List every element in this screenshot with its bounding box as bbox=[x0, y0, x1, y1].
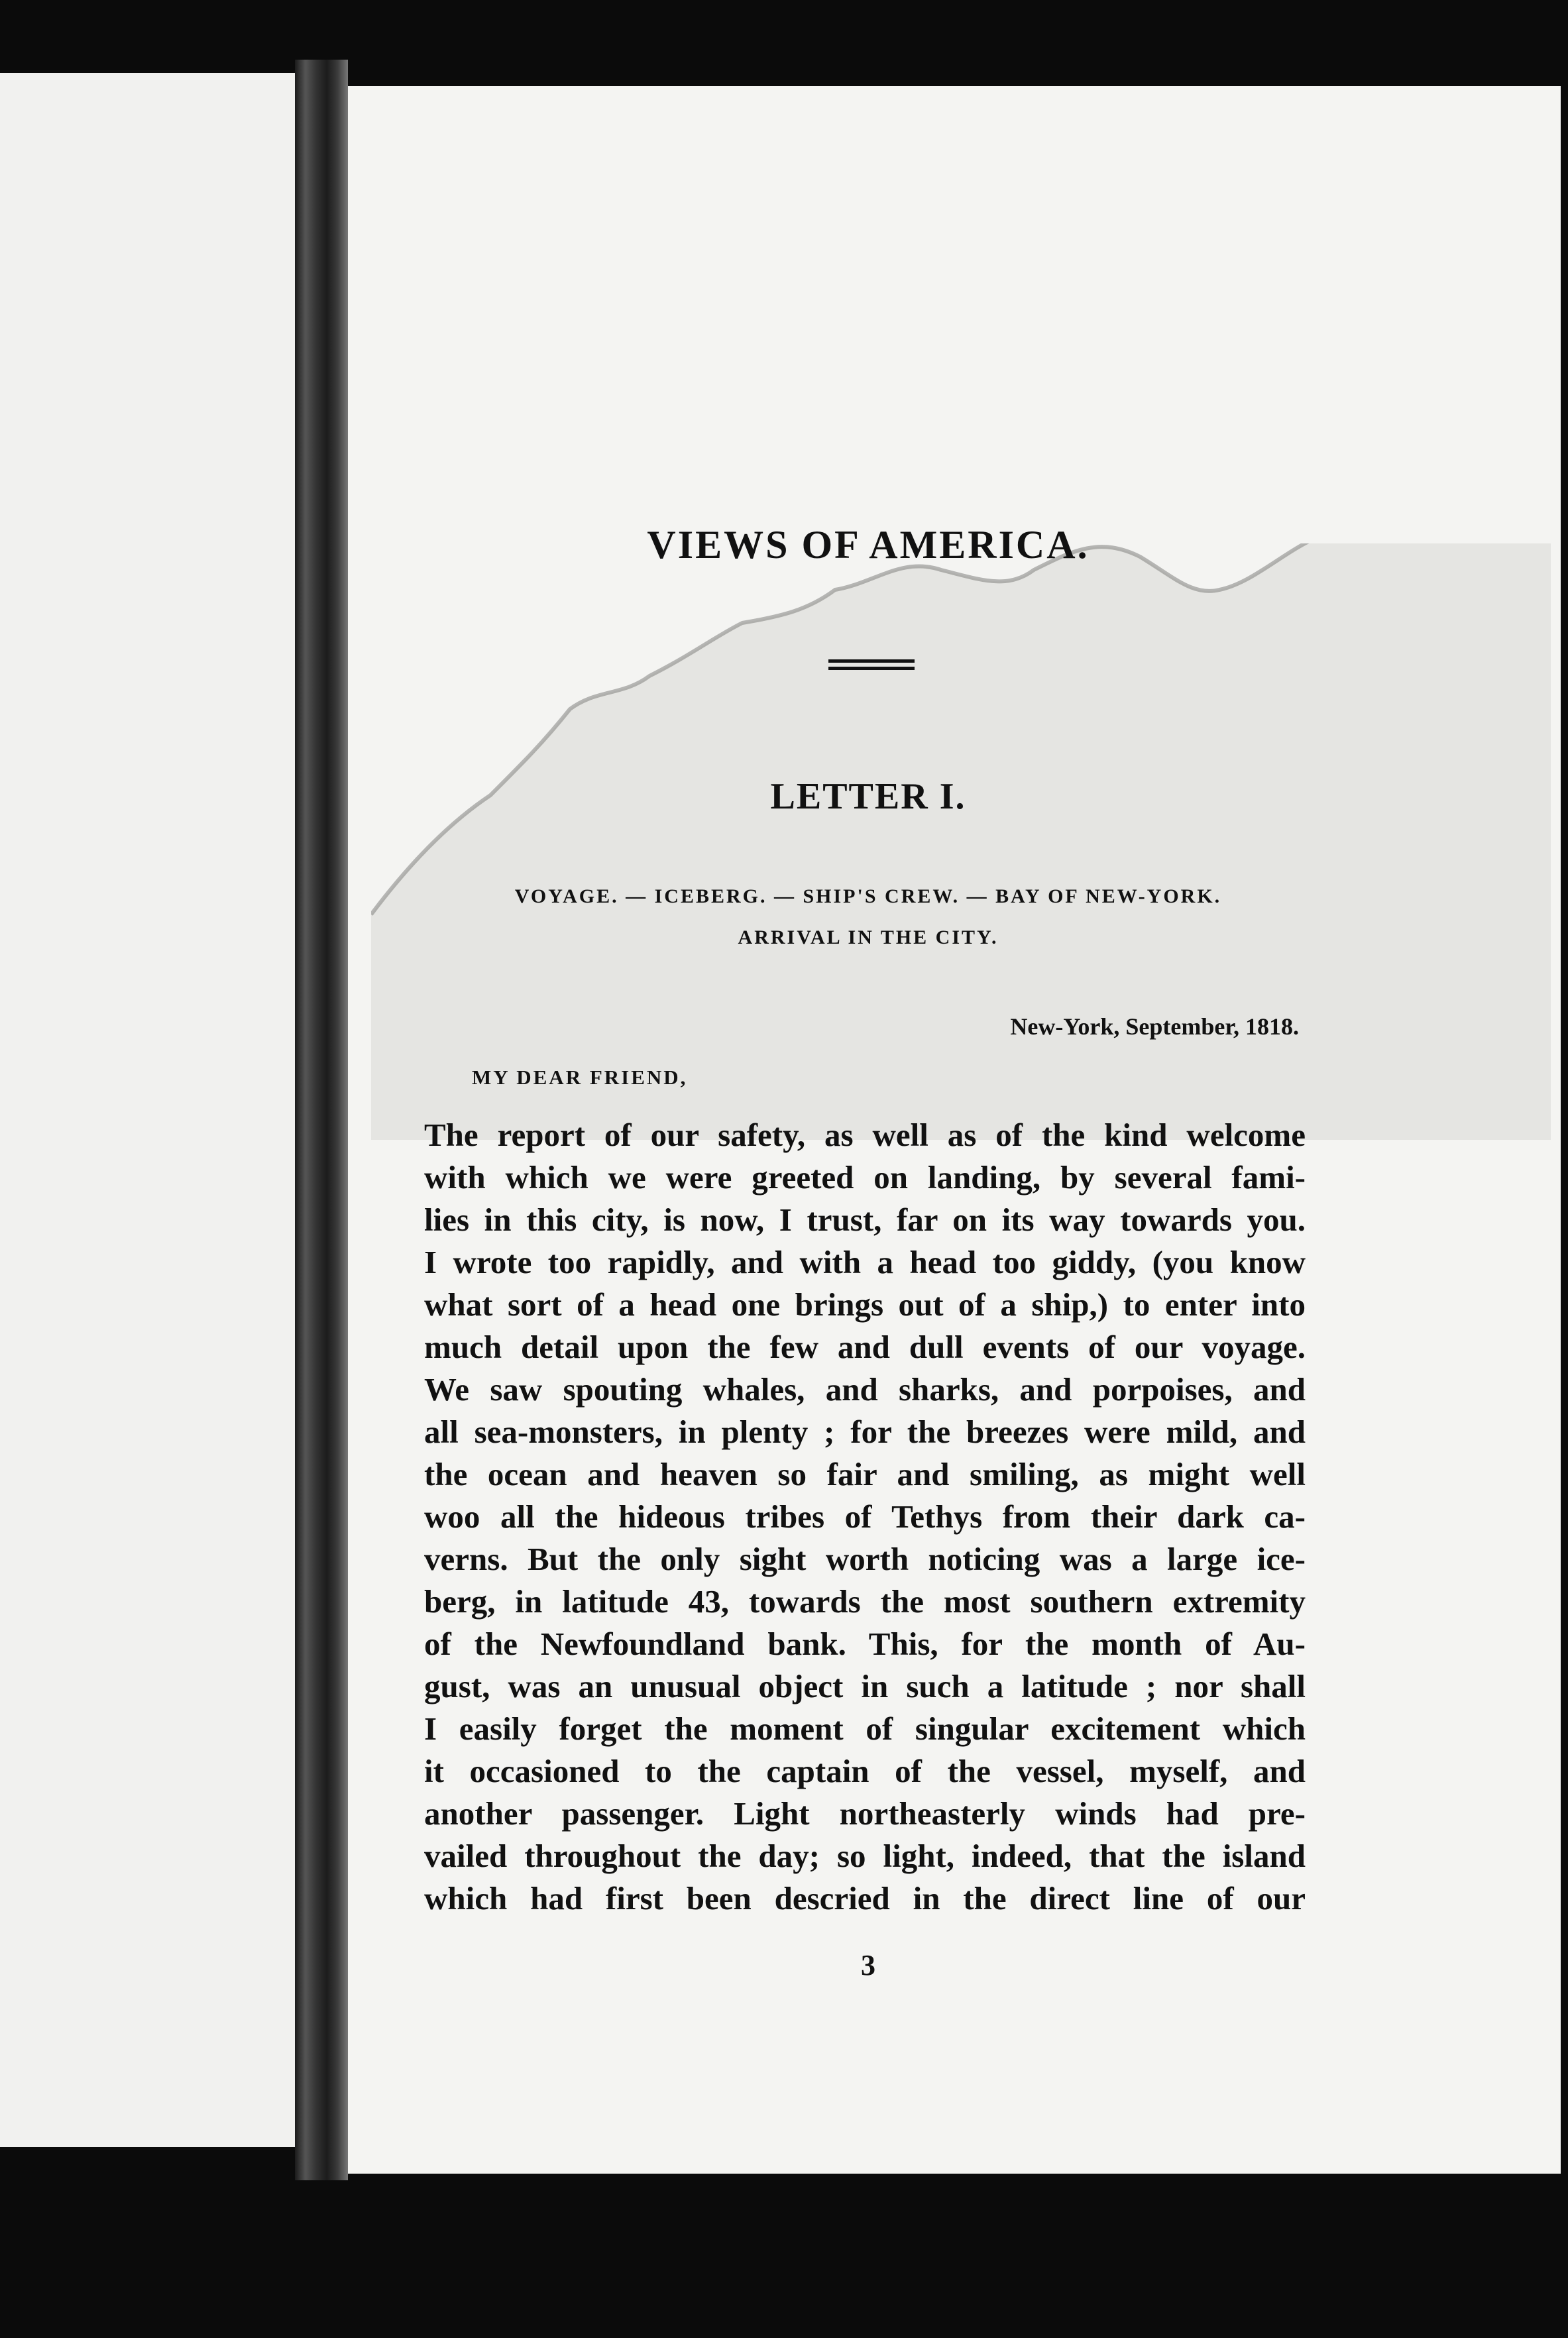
letter-title: LETTER I. bbox=[770, 776, 966, 817]
body-line: verns. But the only sight worth noticing was a large ice- bbox=[424, 1541, 1306, 1577]
body-line: vailed throughout the day; so light, indeed, that the island bbox=[424, 1838, 1306, 1874]
body-line: much detail upon the few and dull events of our voyage. bbox=[424, 1329, 1306, 1365]
body-line: the ocean and heaven so fair and smiling, as might well bbox=[424, 1456, 1306, 1492]
body-line: all sea-monsters, in plenty ; for the breezes were mild, and bbox=[424, 1414, 1306, 1450]
dateline: New-York, September, 1818. bbox=[1010, 1013, 1299, 1040]
page-number: 3 bbox=[861, 1949, 875, 1981]
left-page bbox=[0, 73, 295, 2147]
salutation: MY DEAR FRIEND, bbox=[472, 1066, 688, 1089]
body-line: woo all the hideous tribes of Tethys from their dark ca- bbox=[424, 1498, 1306, 1535]
body-line: berg, in latitude 43, towards the most southern extremity bbox=[424, 1583, 1306, 1620]
book-gutter bbox=[295, 60, 348, 2180]
body-line: The report of our safety, as well as of the kind welcome bbox=[424, 1117, 1306, 1153]
body-line: of the Newfoundland bank. This, for the month of Au- bbox=[424, 1626, 1306, 1662]
letter-summary-line: ARRIVAL IN THE CITY. bbox=[738, 926, 999, 948]
body-line: We saw spouting whales, and sharks, and porpoises, and bbox=[424, 1371, 1306, 1408]
body-line: another passenger. Light northeasterly winds had pre- bbox=[424, 1795, 1306, 1832]
letter-summary-line: VOYAGE. — ICEBERG. — SHIP'S CREW. — BAY OF NEW-YORK. bbox=[514, 885, 1222, 907]
body-line: lies in this city, is now, I trust, far on its way towards you. bbox=[424, 1201, 1306, 1238]
body-line: it occasioned to the captain of the vessel, myself, and bbox=[424, 1753, 1306, 1789]
title-rule bbox=[828, 659, 915, 671]
body-line: gust, was an unusual object in such a latitude ; nor shall bbox=[424, 1668, 1306, 1704]
body-line: with which we were greeted on landing, by several fami- bbox=[424, 1159, 1306, 1196]
body-line: I wrote too rapidly, and with a head too giddy, (you know bbox=[424, 1244, 1306, 1280]
body-line: I easily forget the moment of singular excitement which bbox=[424, 1710, 1306, 1747]
book-title: VIEWS OF AMERICA. bbox=[647, 523, 1090, 567]
body-line: what sort of a head one brings out of a ship,) to enter into bbox=[424, 1286, 1306, 1323]
body-line: which had first been descried in the direct line of our bbox=[424, 1880, 1306, 1917]
